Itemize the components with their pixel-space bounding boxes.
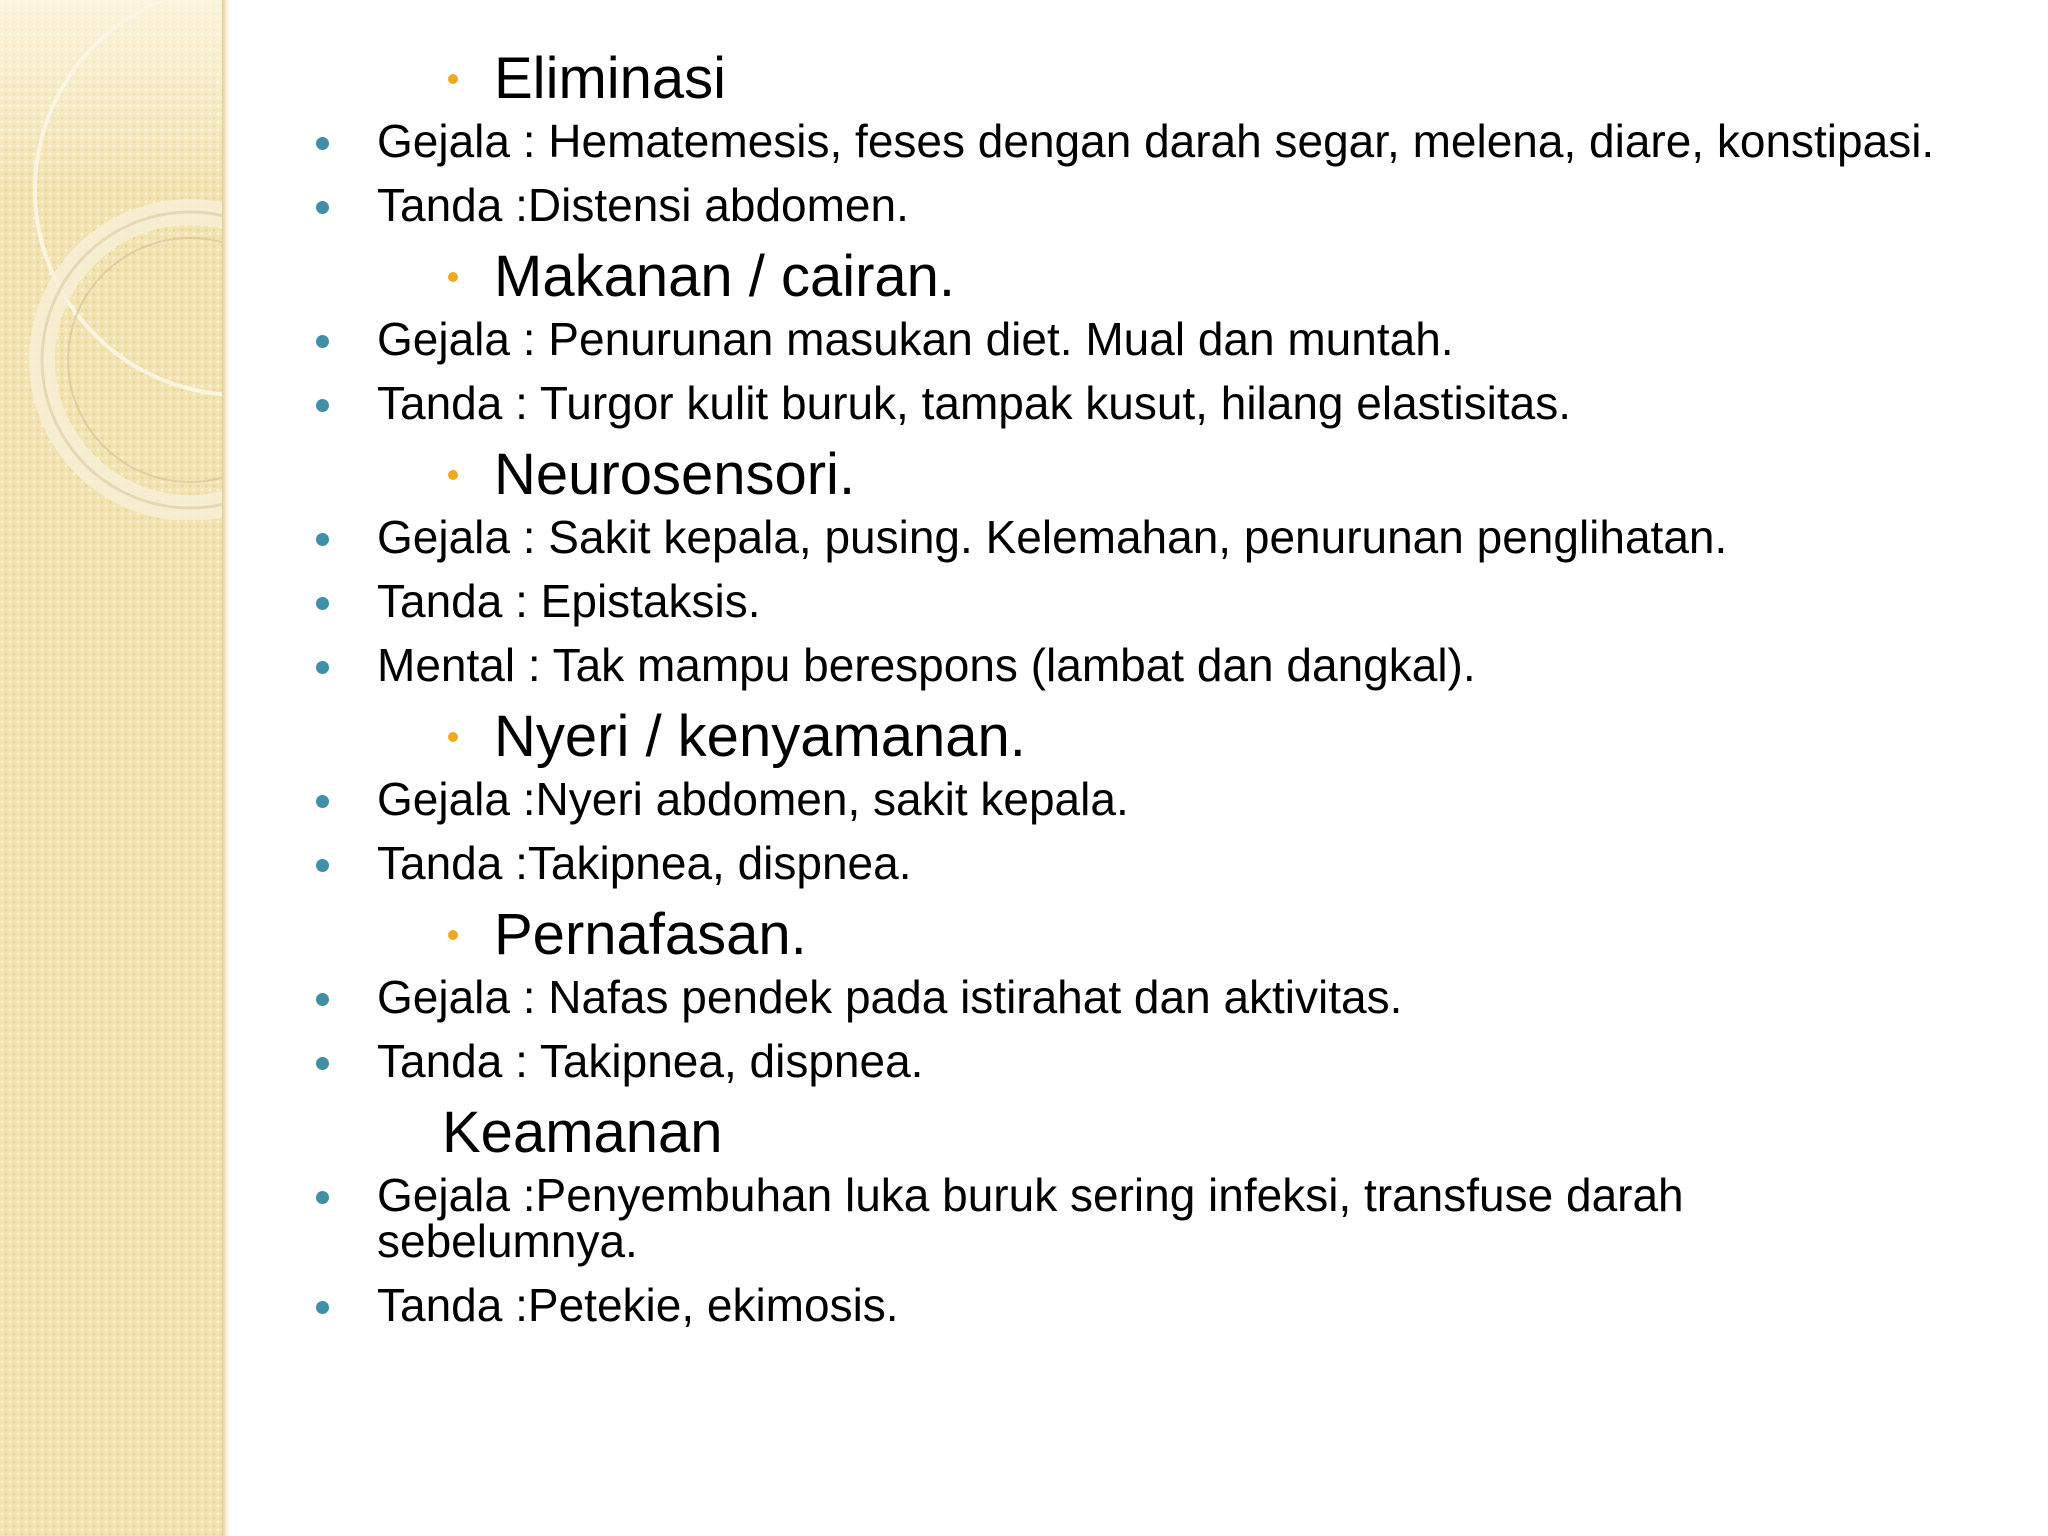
list-item — [300, 639, 1940, 691]
list-item-text: Tanda :Petekie, ekimosis. — [377, 1279, 899, 1331]
list-item — [300, 1169, 1940, 1267]
list-item — [300, 773, 1940, 825]
heading-text: Makanan / cairan. — [494, 244, 956, 309]
bullet-icon — [316, 335, 329, 348]
heading-bullet-icon — [448, 74, 458, 84]
list-item-text: Gejala :Penyembuhan luka buruk sering infeksi, transfuse darah sebelumnya. — [377, 1169, 1684, 1267]
section-heading-nyeri-kenyamanan — [300, 706, 1940, 768]
bullet-icon — [316, 1191, 329, 1204]
bullet-icon — [316, 993, 329, 1006]
list-item — [300, 1279, 1940, 1331]
bullet-icon — [316, 1301, 329, 1314]
sidebar-edge-shadow — [222, 0, 230, 1536]
section-heading-eliminasi — [300, 48, 1940, 110]
list-item-text: Tanda :Takipnea, dispnea. — [377, 837, 912, 889]
list-item-text: Gejala : Nafas pendek pada istirahat dan aktivitas. — [377, 971, 1403, 1023]
section-heading-keamanan — [300, 1102, 1940, 1164]
bullet-icon — [316, 795, 329, 808]
bullet-icon — [316, 399, 329, 412]
heading-text: Neurosensori. — [494, 442, 856, 507]
heading-bullet-icon — [448, 930, 458, 940]
section-heading-makanan-cairan — [300, 246, 1940, 308]
heading-bullet-icon — [448, 732, 458, 742]
heading-text: Keamanan — [442, 1100, 723, 1165]
list-item-text: Gejala : Sakit kepala, pusing. Kelemahan, penurunan penglihatan. — [377, 511, 1728, 563]
heading-bullet-icon — [448, 470, 458, 480]
list-item — [300, 837, 1940, 889]
list-item — [300, 377, 1940, 429]
list-item-text: Tanda : Takipnea, dispnea. — [377, 1035, 924, 1087]
heading-bullet-icon — [448, 272, 458, 282]
list-item — [300, 313, 1940, 365]
list-item — [300, 1035, 1940, 1087]
bullet-icon — [316, 533, 329, 546]
list-item — [300, 511, 1940, 563]
list-item — [300, 575, 1940, 627]
heading-text: Pernafasan. — [494, 902, 807, 967]
decorative-sidebar — [0, 0, 228, 1536]
heading-text: Eliminasi — [494, 46, 727, 111]
bullet-icon — [316, 661, 329, 674]
bullet-icon — [316, 1057, 329, 1070]
list-item-text: Gejala : Hematemesis, feses dengan darah segar, melena, diare, konstipasi. — [377, 115, 1935, 167]
bullet-icon — [316, 597, 329, 610]
list-item-text: Tanda : Epistaksis. — [377, 575, 761, 627]
list-item — [300, 971, 1940, 1023]
list-item-text: Mental : Tak mampu berespons (lambat dan dangkal). — [377, 639, 1476, 691]
list-item — [300, 115, 1940, 167]
list-item-text: Gejala :Nyeri abdomen, sakit kepala. — [377, 773, 1129, 825]
slide-content — [300, 48, 1940, 1346]
list-item — [300, 179, 1940, 231]
section-heading-pernafasan — [300, 904, 1940, 966]
list-item-text: Tanda : Turgor kulit buruk, tampak kusut, hilang elastisitas. — [377, 377, 1572, 429]
list-item-text: Tanda :Distensi abdomen. — [377, 179, 909, 231]
heading-text: Nyeri / kenyamanan. — [494, 704, 1026, 769]
decorative-rings-graphic — [0, 0, 228, 520]
bullet-icon — [316, 201, 329, 214]
section-heading-neurosensori — [300, 444, 1940, 506]
bullet-icon — [316, 859, 329, 872]
list-item-text: Gejala : Penurunan masukan diet. Mual dan muntah. — [377, 313, 1454, 365]
bullet-icon — [316, 137, 329, 150]
